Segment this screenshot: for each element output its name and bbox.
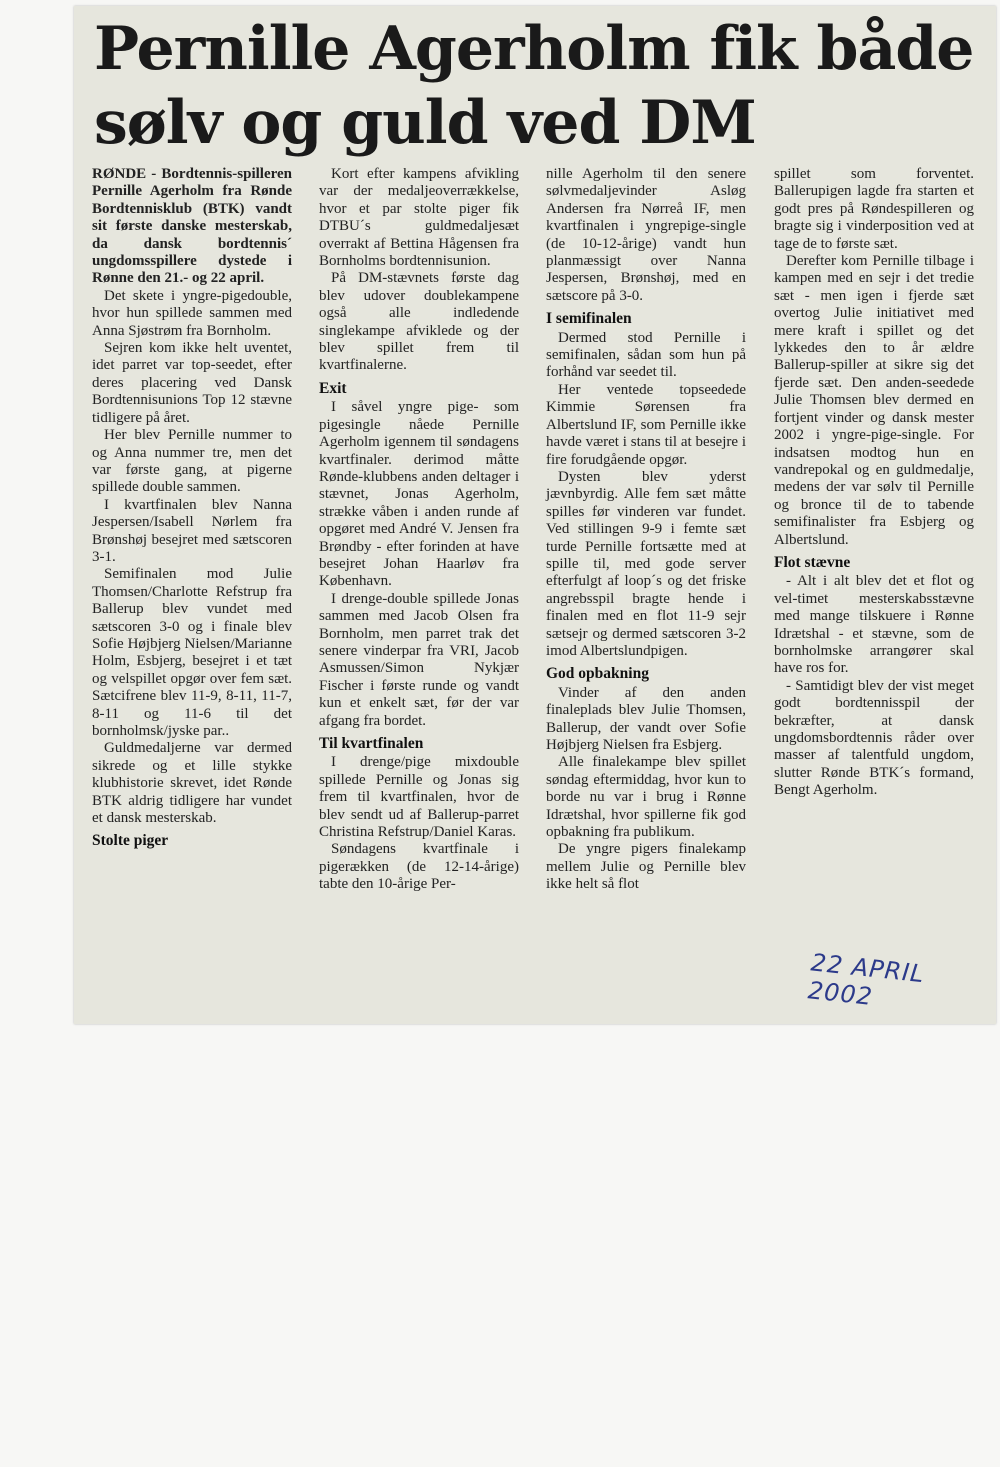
paragraph: Derefter kom Pernille tilbage i kampen med en sejr i det tredie sæt - men igen i fjerde sæt overtog Julie initiativet med mere kraft i spillet og det lykkedes den to år ældre Ballerup-spiller at sikre sig det fjerde sæt. Den anden-seedede Julie Thomsen blev dermed en fortjent vinder og dansk mester 2002 i yngre-pige-single. For indsatsen modtog hun en vandrepokal og en guldmedalje, medens der var sølv til Pernille og bronce til de to tabende semifinalister fra Esbjerg og Albertslund. <box>774 253 974 548</box>
handwritten-date: 22 APRIL 2002 <box>806 948 927 1011</box>
subheading: I semifinalen <box>546 310 632 328</box>
paragraph: Her blev Pernille nummer to og Anna nummer tre, men det var første gang, at pigerne spillede double sammen. <box>92 427 292 496</box>
column-2 <box>319 166 519 894</box>
subheading: Til kvartfinalen <box>319 735 424 752</box>
column-3 <box>546 166 746 894</box>
paragraph: Vinder af den anden finaleplads blev Julie Thomsen, Ballerup, der vandt over Sofie Højbjerg Nielsen fra Esbjerg. <box>546 684 746 753</box>
subheading: Flot stævne <box>774 553 851 571</box>
subheading: God opbakning <box>546 665 649 683</box>
column-4 <box>774 166 974 800</box>
paragraph: nille Agerholm til den senere sølvmedaljevinder Asløg Andersen fra Nørreå IF, men kvartfinalen i yngrepige-single (de 10-12-årige) vandt hun planmæssigt over Nanna Jespersen, Brønshøj, med en sætscore på 3-0. <box>546 166 746 304</box>
paragraph: Semifinalen mod Julie Thomsen/Charlotte Refstrup fra Ballerup blev vundet med sætscoren 3-0 og i finale blev Sofie Højbjerg Nielsen/Marianne Holm, Esbjerg, besejret i et tæt og velspillet opgør over fem sæt. Sætcifrene blev 11-9, 8-11, 11-7, 8-11 og 11-6 til det bornholmsk/jyske par.. <box>92 566 292 739</box>
paragraph: Det skete i yngre-pigedouble, hvor hun spillede sammen med Anna Sjøstrøm fra Bornholm. <box>92 287 292 339</box>
subheading: Exit <box>319 379 347 397</box>
paragraph: Sejren kom ikke helt uventet, idet parret var top-seedet, efter deres placering ved Dansk Bordtennisunions Top 12 stævne tidligere på året. <box>92 340 292 426</box>
paragraph: Kort efter kampens afvikling var der medaljeoverrækkelse, hvor et par stolte piger fik DTBU´s guldmedaljesæt overrakt af Bettina Hågensen fra Bornholms bordtennisunion. <box>319 166 519 270</box>
headline: Pernille Agerholm fik både sølv og guld ved DM <box>94 14 974 158</box>
dateline: RØNDE <box>92 166 147 182</box>
paragraph: Søndagens kvartfinale i pigerækken (de 12-14-årige) tabte den 10-årige Per- <box>319 841 519 893</box>
paragraph: Her ventede topseedede Kimmie Sørensen fra Albertslund IF, som Pernille ikke havde været i stans til at besejre i fire forudgående opgør. <box>546 381 746 468</box>
paragraph: I drenge-double spillede Jonas sammen med Jacob Olsen fra Bornholm, men parret trak det senere vinderpar fra VRI, Jacob Asmussen/Simon Nykjær Fischer i første runde og vandt kun et enkelt sæt, før der var afgang fra bordet. <box>319 590 519 729</box>
paragraph: I såvel yngre pige- som pigesingle nåede Pernille Agerholm igennem til søndagens kvartfinaler. derimod måtte Rønde-klubbens anden deltager i stævnet, Jonas Agerholm, strække våben i anden runde af opgøret med André V. Jensen fra Brøndby - efter forinden at have besejret Johan Haarløv fra København. <box>319 399 519 590</box>
paragraph: Dermed stod Pernille i semifinalen, sådan som hun på forhånd var seedet til. <box>546 329 746 381</box>
paragraph: - Alt i alt blev det et flot og vel-timet mesterskabsstævne med mange tilskuere i Rønne Idrætshal - et stævne, som de bornholmske arrangører skal have ros for. <box>774 573 974 677</box>
paragraph: De yngre pigers finalekamp mellem Julie og Pernille blev ikke helt så flot <box>546 841 746 893</box>
column-1 <box>92 166 292 852</box>
newspaper-clipping <box>74 6 996 1024</box>
paragraph: Alle finalekampe blev spillet søndag eftermiddag, hvor kun to borde nu var i brug i Rønne Idrætshal, hvor spillerne fik god opbakning fra publikum. <box>546 754 746 841</box>
paragraph: spillet som forventet. Ballerupigen lagde fra starten et godt pres på Røndespilleren og bragte sig i vinderposition ved at tage de to første sæt. <box>774 166 974 252</box>
lede-text: - Bordtennis-spilleren Pernille Agerholm fra Rønde Bordtennisklub (BTK) vandt sit første danske mesterskab, da dansk bordtennis´ ungdomsspillere dystede i Rønne den 21.- og 22 april. <box>92 166 292 287</box>
paragraph: I kvartfinalen blev Nanna Jespersen/Isabell Nørlem fra Brønshøj besejret med sætscoren 3-1. <box>92 496 292 565</box>
paragraph: - Samtidigt blev der vist meget godt bordtennisspil der bekræfter, at dansk ungdomsbordtennis råder over masser af talentfuld ungdom, slutter Rønde BTK´s formand, Bengt Agerholm. <box>774 677 974 799</box>
paragraph: På DM-stævnets første dag blev udover doublekampene også alle indledende singlekampe afviklede og der blev spillet frem til kvartfinalerne. <box>319 270 519 374</box>
paragraph: I drenge/pige mixdouble spillede Pernille og Jonas sig frem til kvartfinalen, hvor de blev sendt ud af Ballerup-parret Christina Refstrup/Daniel Karas. <box>319 754 519 841</box>
paragraph: Guldmedaljerne var dermed sikrede og et lille stykke klubhistorie skrevet, idet Rønde BTK aldrig tidligere har vundet et dansk mesterskab. <box>92 740 292 827</box>
paragraph: Dysten blev yderst jævnbyrdig. Alle fem sæt måtte spilles før vinderen var fundet. Ved stillingen 9-9 i femte sæt turde Pernille fortsætte med at spille til, med gode server efterfulgt af loop´s og det friske angrebsspil bragte hende i finalen med en flot 11-9 sejr sætsejr og dermed sætscoren 3-2 imod Albertslundpigen. <box>546 468 746 659</box>
subheading: Stolte piger <box>92 832 169 850</box>
lede-paragraph <box>92 166 292 288</box>
